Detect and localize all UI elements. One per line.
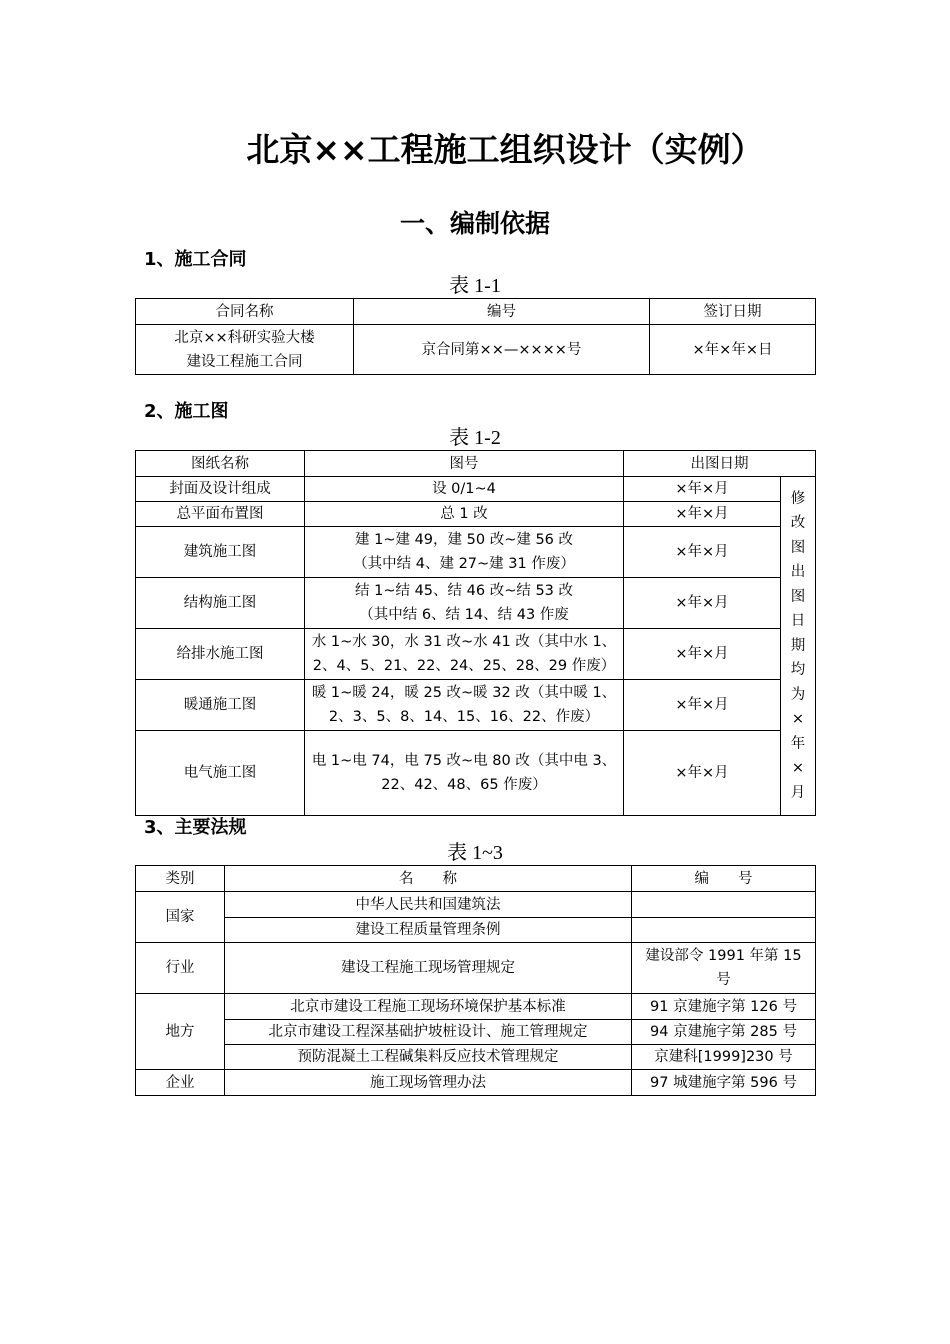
note-char: × bbox=[791, 760, 805, 777]
drawing-code-cell bbox=[305, 629, 624, 680]
category-cell: 企业 bbox=[136, 1070, 225, 1096]
drawing-date-cell: ×年×月 bbox=[624, 502, 781, 527]
header-cell: 编号 bbox=[354, 299, 650, 325]
table-caption-1-1: 表 1-1 bbox=[449, 275, 501, 297]
header-cell: 图号 bbox=[305, 451, 624, 477]
table-row bbox=[136, 578, 816, 629]
table-row bbox=[136, 1045, 816, 1070]
regulation-number-cell bbox=[632, 943, 816, 994]
drawing-date-cell: ×年×月 bbox=[624, 477, 781, 502]
drawing-date-cell: ×年×月 bbox=[624, 629, 781, 680]
table-row bbox=[136, 994, 816, 1020]
regulation-name-cell: 北京市建设工程施工现场环境保护基本标准 bbox=[225, 994, 632, 1020]
table-row bbox=[136, 629, 816, 680]
regulation-number-cell bbox=[632, 892, 816, 918]
table-row bbox=[136, 731, 816, 816]
drawing-name-cell: 暖通施工图 bbox=[136, 680, 305, 731]
chapter-title: 一、编制依据 bbox=[399, 209, 550, 238]
note-char: × bbox=[791, 711, 805, 728]
table-row bbox=[136, 892, 816, 918]
note-char: 期 bbox=[790, 637, 806, 654]
table-row bbox=[136, 477, 816, 502]
number-line: 号 bbox=[716, 972, 731, 988]
section-heading-contract: 1、施工合同 bbox=[144, 249, 247, 270]
category-cell: 地方 bbox=[136, 994, 225, 1070]
contract-number-cell: 京合同第××—××××号 bbox=[354, 325, 650, 375]
code-line: 2、4、5、21、22、24、25、28、29 作废） bbox=[312, 658, 616, 674]
note-char: 改 bbox=[790, 515, 806, 532]
note-char: 修 bbox=[790, 490, 806, 507]
header-cell: 出图日期 bbox=[624, 451, 816, 477]
table-row bbox=[136, 943, 816, 994]
table-row bbox=[136, 325, 816, 375]
code-line: 水 1~水 30，水 31 改~水 41 改（其中水 1、 bbox=[311, 634, 617, 650]
regulation-name-cell: 预防混凝土工程碱集料反应技术管理规定 bbox=[225, 1045, 632, 1070]
drawing-code-cell: 设 0/1~4 bbox=[305, 477, 624, 502]
drawing-name-cell: 结构施工图 bbox=[136, 578, 305, 629]
code-line: （其中结 6、结 14、结 43 作废 bbox=[359, 607, 569, 623]
regulation-number-cell: 94 京建施字第 285 号 bbox=[632, 1020, 816, 1045]
regulation-number-cell bbox=[632, 918, 816, 943]
note-char: 为 bbox=[790, 686, 806, 703]
regulation-name-cell: 建设工程质量管理条例 bbox=[225, 918, 632, 943]
header-cell: 编 号 bbox=[632, 866, 816, 892]
table-row bbox=[136, 1070, 816, 1096]
document-title: 北京××工程施工组织设计（实例） bbox=[246, 130, 764, 169]
regulation-name-cell: 建设工程施工现场管理规定 bbox=[225, 943, 632, 994]
drawing-code-cell bbox=[305, 680, 624, 731]
contract-name-cell bbox=[136, 325, 354, 375]
code-line: 建 1~建 49，建 50 改~建 56 改 bbox=[354, 532, 574, 548]
drawing-date-cell: ×年×月 bbox=[624, 680, 781, 731]
contract-table bbox=[135, 298, 816, 375]
drawing-date-cell: ×年×月 bbox=[624, 578, 781, 629]
regulations-table bbox=[135, 865, 816, 1096]
drawing-name-cell: 封面及设计组成 bbox=[136, 477, 305, 502]
category-cell: 国家 bbox=[136, 892, 225, 943]
header-cell: 图纸名称 bbox=[136, 451, 305, 477]
header-cell: 名 称 bbox=[225, 866, 632, 892]
drawing-name-cell: 建筑施工图 bbox=[136, 527, 305, 578]
table-header-row bbox=[136, 866, 816, 892]
note-char: 日 bbox=[790, 613, 806, 630]
header-cell: 签订日期 bbox=[650, 299, 816, 325]
drawing-code-cell: 总 1 改 bbox=[305, 502, 624, 527]
note-char: 均 bbox=[790, 662, 806, 679]
table-row bbox=[136, 680, 816, 731]
category-cell: 行业 bbox=[136, 943, 225, 994]
contract-date-cell: ×年×年×日 bbox=[650, 325, 816, 375]
table-header-row bbox=[136, 451, 816, 477]
note-char: 月 bbox=[790, 784, 806, 801]
note-char: 出 bbox=[790, 564, 806, 581]
table-row bbox=[136, 1020, 816, 1045]
regulation-name-cell: 施工现场管理办法 bbox=[225, 1070, 632, 1096]
drawing-name-cell: 总平面布置图 bbox=[136, 502, 305, 527]
drawing-date-cell: ×年×月 bbox=[624, 731, 781, 816]
code-line: 电 1~电 74，电 75 改~电 80 改（其中电 3、 bbox=[311, 753, 617, 769]
contract-name-line1: 北京××科研实验大楼 bbox=[174, 329, 315, 346]
table-header-row bbox=[136, 299, 816, 325]
drawing-code-cell bbox=[305, 731, 624, 816]
header-cell: 合同名称 bbox=[136, 299, 354, 325]
table-row bbox=[136, 918, 816, 943]
regulation-number-cell: 京建科[1999]230 号 bbox=[632, 1045, 816, 1070]
drawings-table bbox=[135, 450, 816, 816]
contract-name-line2: 建设工程施工合同 bbox=[186, 353, 303, 370]
drawing-code-cell bbox=[305, 527, 624, 578]
revision-date-note bbox=[781, 477, 816, 816]
code-line: （其中结 4、建 27~建 31 作废） bbox=[353, 556, 575, 572]
drawing-name-cell: 电气施工图 bbox=[136, 731, 305, 816]
note-char: 图 bbox=[790, 588, 806, 605]
regulation-name-cell: 中华人民共和国建筑法 bbox=[225, 892, 632, 918]
code-line: 结 1~结 45、结 46 改~结 53 改 bbox=[354, 583, 574, 599]
header-cell: 类别 bbox=[136, 866, 225, 892]
drawing-date-cell: ×年×月 bbox=[624, 527, 781, 578]
section-heading-regulations: 3、主要法规 bbox=[144, 817, 247, 838]
regulation-number-cell: 97 城建施字第 596 号 bbox=[632, 1070, 816, 1096]
code-line: 22、42、48、65 作废） bbox=[381, 777, 547, 793]
number-line: 建设部令 1991 年第 15 bbox=[645, 948, 802, 964]
table-row bbox=[136, 502, 816, 527]
drawing-code-cell bbox=[305, 578, 624, 629]
table-caption-1-2: 表 1-2 bbox=[449, 427, 501, 449]
section-heading-drawings: 2、施工图 bbox=[144, 401, 229, 422]
regulation-name-cell: 北京市建设工程深基础护坡桩设计、施工管理规定 bbox=[225, 1020, 632, 1045]
table-caption-1-3: 表 1~3 bbox=[447, 842, 503, 864]
regulation-number-cell: 91 京建施字第 126 号 bbox=[632, 994, 816, 1020]
note-char: 图 bbox=[790, 539, 806, 556]
code-line: 2、3、5、8、14、15、16、22、作废） bbox=[328, 709, 600, 725]
code-line: 暖 1~暖 24，暖 25 改~暖 32 改（其中暖 1、 bbox=[311, 685, 617, 701]
drawing-name-cell: 给排水施工图 bbox=[136, 629, 305, 680]
table-row bbox=[136, 527, 816, 578]
note-char: 年 bbox=[790, 735, 806, 752]
